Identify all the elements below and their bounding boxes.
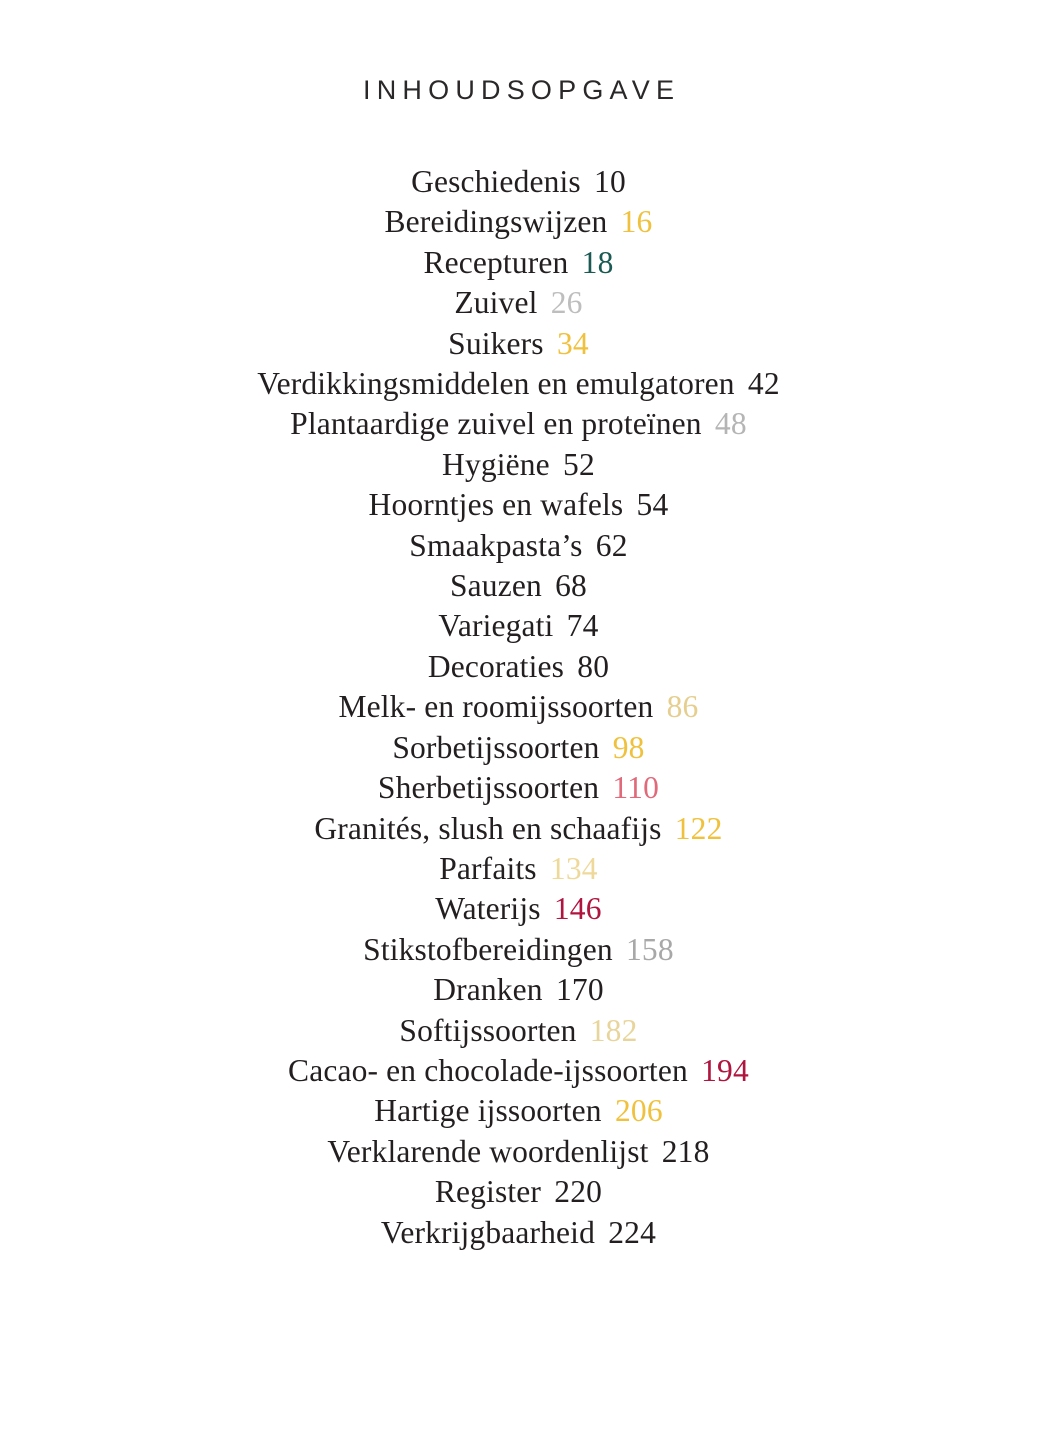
toc-entry-page-number: 34 bbox=[556, 325, 589, 361]
toc-entry-title: Softijssoorten bbox=[399, 1012, 577, 1048]
toc-entry-title: Bereidingswijzen bbox=[384, 204, 608, 240]
toc-entry-page-number: 86 bbox=[666, 689, 699, 725]
toc-entry-page-number: 62 bbox=[595, 527, 628, 563]
toc-entry[interactable] bbox=[0, 1172, 1037, 1212]
toc-entry-title: Recepturen bbox=[423, 244, 569, 280]
toc-entry[interactable] bbox=[0, 1091, 1037, 1131]
toc-entry-title: Waterijs bbox=[435, 891, 541, 927]
toc-entry-page-number: 182 bbox=[589, 1012, 638, 1048]
toc-entry[interactable] bbox=[0, 485, 1037, 525]
toc-entry[interactable] bbox=[0, 526, 1037, 566]
toc-entry-title: Hygiëne bbox=[442, 446, 550, 482]
toc-entry-page-number: 224 bbox=[608, 1214, 657, 1250]
toc-entry-page-number: 220 bbox=[554, 1174, 603, 1210]
toc-entry[interactable] bbox=[0, 970, 1037, 1010]
toc-entry-page-number: 68 bbox=[555, 568, 587, 604]
toc-entry-title: Geschiedenis bbox=[411, 164, 581, 199]
toc-entry[interactable] bbox=[0, 687, 1037, 727]
toc-entry[interactable] bbox=[0, 728, 1037, 768]
toc-entry[interactable] bbox=[0, 445, 1037, 485]
toc-entry-title: Stikstofbereidingen bbox=[363, 931, 613, 967]
toc-entry-page-number: 74 bbox=[566, 608, 599, 644]
toc-entry-page-number: 42 bbox=[747, 366, 780, 402]
toc-entry[interactable] bbox=[0, 404, 1037, 444]
toc-entry[interactable] bbox=[0, 809, 1037, 849]
toc-entry-page-number: 26 bbox=[550, 285, 583, 321]
toc-entry-title: Sherbetijssoorten bbox=[377, 770, 600, 806]
toc-entry[interactable] bbox=[0, 1132, 1037, 1172]
toc-entry[interactable] bbox=[0, 243, 1037, 283]
table-of-contents-list bbox=[0, 162, 1037, 1253]
toc-entry[interactable] bbox=[0, 283, 1037, 323]
toc-entry-page-number: 218 bbox=[661, 1133, 710, 1169]
toc-entry-title: Melk- en roomijssoorten bbox=[338, 689, 654, 725]
toc-entry[interactable] bbox=[0, 1051, 1037, 1091]
toc-entry-title: Sorbetijssoorten bbox=[392, 729, 600, 765]
toc-entry-page-number: 206 bbox=[614, 1093, 663, 1129]
toc-entry-title: Decoraties bbox=[427, 648, 565, 684]
toc-entry[interactable] bbox=[0, 930, 1037, 970]
toc-entry-page-number: 10 bbox=[594, 164, 626, 199]
toc-entry[interactable] bbox=[0, 849, 1037, 889]
toc-entry[interactable] bbox=[0, 202, 1037, 242]
toc-entry-title: Plantaardige zuivel en proteïnen bbox=[290, 406, 702, 442]
toc-entry-title: Hartige ijssoorten bbox=[374, 1093, 602, 1129]
toc-entry[interactable] bbox=[0, 768, 1037, 808]
toc-entry[interactable] bbox=[0, 647, 1037, 687]
toc-entry-title: Zuivel bbox=[454, 285, 538, 321]
toc-entry-page-number: 18 bbox=[581, 244, 614, 280]
toc-entry-title: Granités, slush en schaafijs bbox=[314, 810, 662, 846]
toc-entry-title: Register bbox=[434, 1174, 542, 1210]
toc-entry-page-number: 194 bbox=[701, 1052, 749, 1088]
toc-entry[interactable] bbox=[0, 889, 1037, 929]
toc-entry-title: Dranken bbox=[433, 972, 543, 1008]
toc-entry[interactable] bbox=[0, 566, 1037, 606]
toc-entry[interactable] bbox=[0, 1011, 1037, 1051]
toc-entry-title: Suikers bbox=[448, 325, 544, 361]
toc-entry-title: Cacao- en chocolade-ijssoorten bbox=[288, 1052, 688, 1088]
toc-entry-title: Verdikkingsmiddelen en emulgatoren bbox=[257, 366, 735, 402]
toc-entry-page-number: 16 bbox=[620, 204, 653, 240]
toc-entry-title: Verklarende woordenlijst bbox=[327, 1133, 649, 1169]
toc-entry[interactable] bbox=[0, 606, 1037, 646]
toc-entry-page-number: 134 bbox=[549, 850, 598, 886]
toc-entry-page-number: 48 bbox=[714, 406, 747, 442]
page-title: INHOUDSOPGAVE bbox=[363, 75, 681, 106]
toc-entry-page-number: 110 bbox=[612, 770, 660, 806]
toc-entry-title: Sauzen bbox=[450, 568, 542, 604]
toc-entry[interactable] bbox=[0, 1213, 1037, 1253]
toc-entry-page-number: 122 bbox=[674, 810, 723, 846]
toc-entry-title: Smaakpasta’s bbox=[409, 527, 583, 563]
toc-entry-page-number: 98 bbox=[612, 729, 645, 765]
toc-entry-title: Parfaits bbox=[439, 850, 537, 886]
toc-entry-page-number: 158 bbox=[625, 931, 674, 967]
toc-entry-title: Hoorntjes en wafels bbox=[368, 487, 624, 523]
toc-entry-page-number: 170 bbox=[555, 972, 604, 1008]
toc-entry-title: Variegati bbox=[438, 608, 554, 644]
toc-entry-page-number: 52 bbox=[563, 446, 595, 482]
toc-entry[interactable] bbox=[0, 364, 1037, 404]
toc-entry-title: Verkrijgbaarheid bbox=[380, 1214, 595, 1250]
toc-entry-page-number: 80 bbox=[577, 648, 610, 684]
toc-entry[interactable] bbox=[0, 162, 1037, 202]
toc-entry-page-number: 146 bbox=[553, 891, 602, 927]
toc-entry[interactable] bbox=[0, 324, 1037, 364]
toc-entry-page-number: 54 bbox=[636, 487, 669, 523]
